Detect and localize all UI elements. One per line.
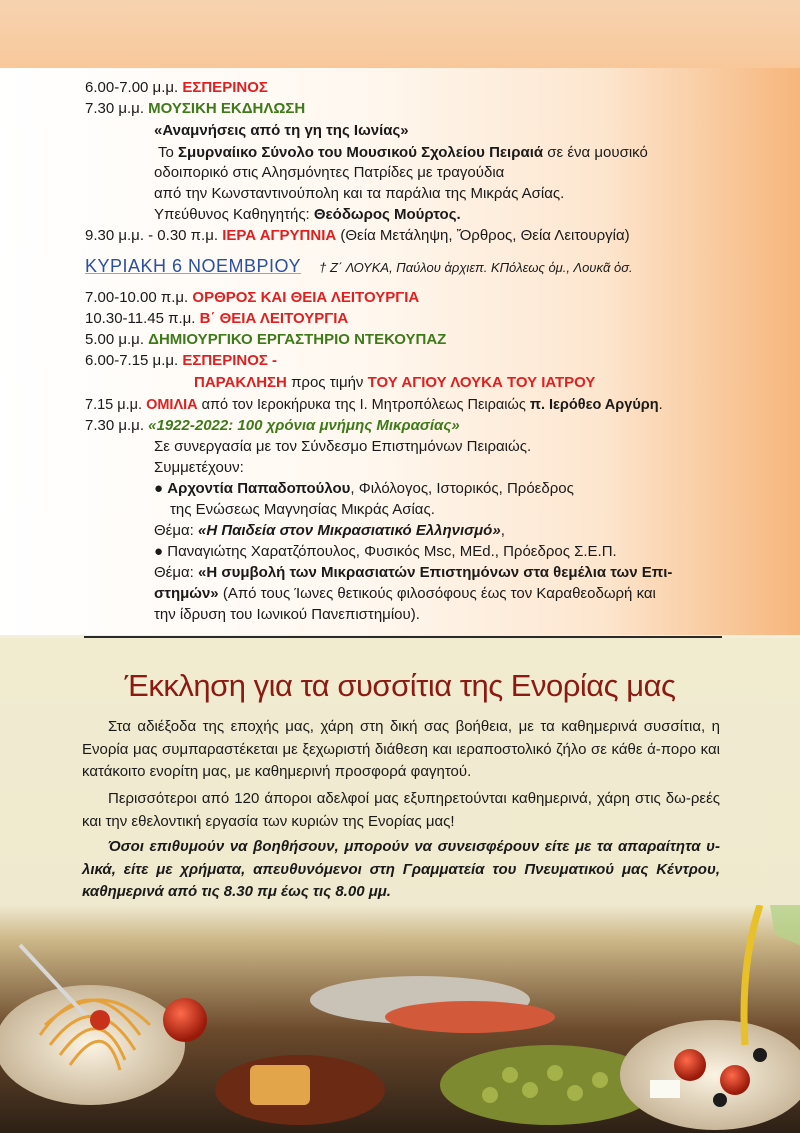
participant <box>154 542 617 562</box>
program-line <box>85 330 446 350</box>
ensemble-name: Σμυρναίικο Σύνολο του Μουσικού Σχολείου Πειραιά <box>178 144 544 161</box>
topic <box>154 584 656 604</box>
apple-icon <box>163 998 207 1042</box>
description: την ίδρυση του Ιωνικού Πανεπιστημίου). <box>154 606 420 623</box>
text: από τον Ιεροκήρυκα της Ι. Μητροπόλεως Πειραιώς <box>197 397 530 413</box>
topic <box>154 563 672 583</box>
participant <box>154 479 574 499</box>
appeal-title: Έκκληση για τα συσσίτια της Ενορίας μας <box>124 668 676 703</box>
topic-title: «Η συμβολή των Μικρασιατών Επιστημόνων στα θεμέλια των Επι- <box>198 564 673 581</box>
description: από την Κωνσταντινούπολη και τα παράλια της Μικράς Ασίας. <box>154 185 565 202</box>
schedule-line <box>85 78 268 98</box>
food-illustration <box>0 905 800 1133</box>
participant-name: Αρχοντία Παπαδοπούλου <box>167 480 351 497</box>
schedule-line <box>158 143 648 163</box>
description: της Ενώσεως Μαγνησίας Μικράς Ασίας. <box>170 501 435 518</box>
teacher-name: Θεόδωρος Μούρτος. <box>313 206 461 223</box>
schedule-line <box>154 205 461 225</box>
program-line <box>85 288 419 308</box>
event-title: Β΄ ΘΕΙΑ ΛΕΙΤΟΥΡΓΙΑ <box>199 310 349 327</box>
text: Υπεύθυνος Καθηγητής: <box>154 206 314 223</box>
sunday-heading <box>85 256 633 278</box>
text: Το <box>158 144 179 161</box>
appeal-paragraph: Στα αδιέξοδα της εποχής μας, χάρη στη δική σας βοήθεια, με τα καθημερινά συσσίτια, η Ενορία μας συμπαραστέκεται με ξεχωριστή διάθεση και ιεραποστολικό ζήλο σε κάθε ά-πορο και κατάκοιτο ενορίτη μας, με καθημερινή προσφορά φαγητού. <box>82 718 720 780</box>
time: 5.00 μ.μ. <box>85 331 144 348</box>
text: προς τιμήν <box>286 374 368 391</box>
topic <box>154 521 505 541</box>
concert-title: «Αναμνήσεις από τη γη της Ιωνίας» <box>154 122 409 139</box>
bullet-icon: ● <box>154 480 168 497</box>
bullet-icon: ● <box>154 543 168 560</box>
event-title: ΟΜΙΛΙΑ <box>146 397 198 413</box>
salad-icon <box>620 1020 800 1130</box>
description: οδοιπορικό στις Αλησμόνητες Πατρίδες με τραγούδια <box>154 164 505 181</box>
event-title: ΙΕΡΑ ΑΓΡΥΠΝΙΑ <box>222 227 337 244</box>
appeal-paragraph: Περισσότεροι από 120 άποροι αδελφοί μας εξυπηρετούνται καθημερινά, χάρη στις δω-ρεές και την εθελοντική εργασία των κυριών της Ενορίας μας! <box>82 790 720 830</box>
time: 7.00-10.00 π.μ. <box>85 289 189 306</box>
program-line <box>85 416 460 436</box>
appeal-section <box>0 638 800 928</box>
time: 6.00-7.00 μ.μ. <box>85 79 179 96</box>
text: Θέμα: <box>154 522 199 539</box>
text: (Από τους Ίωνες θετικούς φιλοσόφους έως τον Καραθεοδωρή και <box>218 585 656 602</box>
food-photo <box>0 905 800 1133</box>
program-line <box>194 373 595 393</box>
topic-title: στημών» <box>154 585 219 602</box>
header-band <box>0 0 800 68</box>
topic-title: «Η Παιδεία στον Μικρασιατικό Ελληνισμό» <box>198 522 501 539</box>
text: , <box>500 522 505 539</box>
schedule-line <box>85 226 630 246</box>
schedule-line <box>85 99 305 119</box>
text: σε ένα μουσικό <box>543 144 648 161</box>
text: . <box>658 397 663 413</box>
bottle-icon <box>770 905 800 945</box>
oil-pour-icon <box>744 905 760 1045</box>
event-title: «1922-2022: 100 χρόνια μνήμης Μικρασίας» <box>148 417 460 434</box>
text: (Θεία Μετάληψη, Ὄρθρος, Θεία Λειτουργία) <box>336 227 630 244</box>
event-title: ΜΟΥΣΙΚΗ ΕΚΔΗΛΩΣΗ <box>148 100 306 117</box>
time: 7.30 μ.μ. <box>85 417 144 434</box>
description: Σε συνεργασία με τον Σύνδεσμο Επιστημόνων Πειραιώς. <box>154 438 532 455</box>
sunday-title: ΚΥΡΙΑΚΗ 6 ΝΟΕΜΒΡΙΟΥ <box>85 256 301 276</box>
appeal-paragraph: Όσοι επιθυμούν να βοηθήσουν, μπορούν να συνεισφέρουν είτε με τα απαραίτητα υ-λικά, είτε με χρήματα, απευθυνόμενοι στη Γραμματεία του Πνευματικού μας Κέντρου, καθημερινά από τις 8.30 πμ έως τις 8.00 μμ. <box>82 838 720 900</box>
time: 7.30 μ.μ. <box>85 100 144 117</box>
participant-name: Παναγιώτης Χαρατζόπουλος, Φυσικός Msc, MEd., Πρόεδρος Σ.Ε.Π. <box>167 543 617 560</box>
description: Συμμετέχουν: <box>154 459 244 476</box>
program-line <box>85 351 277 371</box>
text: , Φιλόλογος, Ιστορικός, Πρόεδρος <box>350 480 574 497</box>
time: 6.00-7.15 μ.μ. <box>85 352 179 369</box>
saint-of-day: † Ζ΄ ΛΟΥΚΑ, Παύλου ἀρχιεπ. ΚΠόλεως ὁμ., Λουκᾶ ὁσ. <box>319 260 633 275</box>
event-title: ΤΟΥ ΑΓΙΟΥ ΛΟΥΚΑ ΤΟΥ ΙΑΤΡΟΥ <box>367 374 596 391</box>
time: 7.15 μ.μ. <box>85 397 143 413</box>
event-title: ΕΣΠΕΡΙΝΟΣ <box>182 79 268 96</box>
time: 10.30-11.45 π.μ. <box>85 310 196 327</box>
schedule-section <box>0 68 800 635</box>
plate-icon <box>0 985 185 1105</box>
event-title: ΠΑΡΑΚΛΗΣΗ <box>194 374 287 391</box>
event-title: ΟΡΘΡΟΣ ΚΑΙ ΘΕΙΑ ΛΕΙΤΟΥΡΓΙΑ <box>192 289 420 306</box>
program-line <box>85 309 348 329</box>
event-title: ΕΣΠΕΡΙΝΟΣ - <box>182 352 278 369</box>
time: 9.30 μ.μ. - 0.30 π.μ. <box>85 227 219 244</box>
event-title: ΔΗΜΙΟΥΡΓΙΚΟ ΕΡΓΑΣΤΗΡΙΟ ΝΤΕΚΟΥΠΑΖ <box>148 331 447 348</box>
text: Θέμα: <box>154 564 199 581</box>
speaker-name: π. Ιερόθεο Αργύρη <box>529 397 659 413</box>
program-line <box>85 395 663 415</box>
